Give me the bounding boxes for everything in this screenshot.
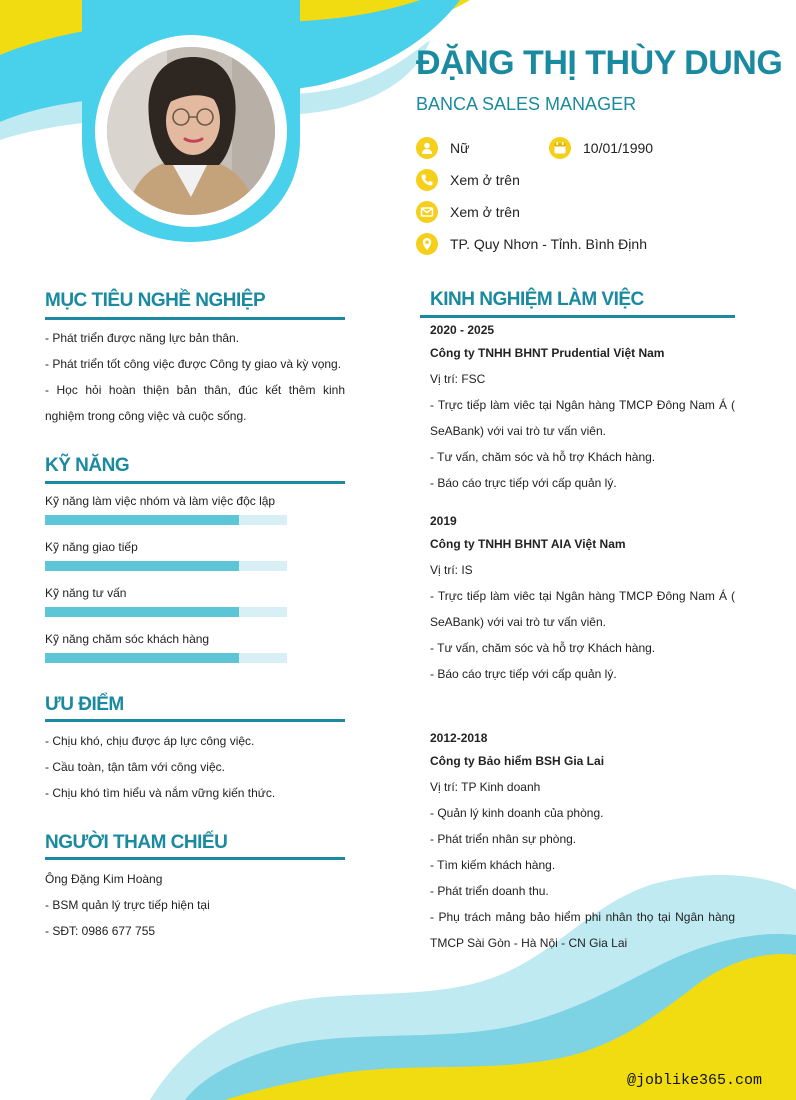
skill-label: Kỹ năng chăm sóc khách hàng <box>45 632 210 646</box>
portrait-photo-icon <box>107 47 275 215</box>
skill-bar-fill <box>45 515 239 525</box>
skills-divider <box>45 481 345 484</box>
references-list <box>45 866 345 944</box>
user-icon <box>416 137 438 159</box>
candidate-title: BANCA SALES MANAGER <box>416 94 637 114</box>
job-duty: - Tư vấn, chăm sóc và hỗ trợ Khách hàng. <box>430 450 656 464</box>
strengths-list <box>45 728 345 806</box>
skill-bar-fill <box>45 607 239 617</box>
mail-icon <box>416 201 438 223</box>
job-position: Vị trí: IS <box>430 563 473 577</box>
profile-photo <box>107 47 275 215</box>
job-company: Công ty TNHH BHNT Prudential Việt Nam <box>430 346 665 360</box>
job-position: Vị trí: TP Kinh doanh <box>430 780 541 794</box>
email-value: Xem ở trên <box>450 204 520 220</box>
info-dob <box>549 137 653 159</box>
site-watermark: @joblike365.com <box>626 1072 762 1089</box>
calendar-icon <box>549 137 571 159</box>
job-company: Công ty TNHH BHNT AIA Việt Nam <box>430 537 626 551</box>
skill-label: Kỹ năng tư vấn <box>45 586 127 600</box>
job-company: Công ty Bảo hiểm BSH Gia Lai <box>430 754 605 768</box>
info-gender <box>416 137 469 159</box>
skill-label: Kỹ năng làm việc nhóm và làm việc độc lập <box>45 494 276 508</box>
info-address <box>416 233 647 255</box>
job-entry <box>430 725 735 956</box>
job-duty: - Trực tiếp làm viêc tại Ngân hàng TMCP Đông Nam Á ( SeABank) với vai trò tư vấn viên. <box>430 589 735 629</box>
objective-heading: MỤC TIÊU NGHỀ NGHIỆP <box>45 290 266 311</box>
strength-item: - Chịu khó tìm hiểu và nắm vững kiến thức. <box>45 786 276 800</box>
job-period: 2012-2018 <box>430 731 488 745</box>
objective-item: - Phát triển tốt công việc được Công ty giao và kỳ vọng. <box>45 357 342 371</box>
candidate-name: ĐẶNG THỊ THÙY DUNG <box>416 44 783 82</box>
job-duty: - Tìm kiếm khách hàng. <box>430 858 556 872</box>
skill-bar <box>45 653 287 663</box>
objective-list <box>45 325 345 429</box>
references-divider <box>45 857 345 860</box>
job-duty: - Báo cáo trực tiếp với cấp quản lý. <box>430 476 617 490</box>
reference-item: Ông Đặng Kim Hoàng <box>45 872 163 886</box>
objective-item: - Học hỏi hoàn thiện bản thân, đúc kết thêm kinh nghiệm trong công việc và cuộc sống. <box>45 383 345 423</box>
skill-bar <box>45 607 287 617</box>
reference-item: - SĐT: 0986 677 755 <box>45 924 156 938</box>
skill-bar <box>45 515 287 525</box>
job-entry <box>430 508 735 687</box>
experience-heading: KINH NGHIỆM LÀM VIỆC <box>430 289 644 310</box>
job-duty: - Phát triển doanh thu. <box>430 884 549 898</box>
skill-bar <box>45 561 287 571</box>
job-duty: - Trực tiếp làm viêc tại Ngân hàng TMCP Đông Nam Á ( SeABank) với vai trò tư vấn viên. <box>430 398 735 438</box>
job-duty: - Quản lý kinh doanh của phòng. <box>430 806 604 820</box>
job-duty: - Phụ trách mảng bảo hiểm phi nhân thọ tại Ngân hàng TMCP Sài Gòn - Hà Nội - CN Gia Lai <box>430 910 735 950</box>
phone-icon <box>416 169 438 191</box>
references-heading: NGƯỜI THAM CHIẾU <box>45 832 228 853</box>
gender-value: Nữ <box>450 140 470 156</box>
job-position: Vị trí: FSC <box>430 372 486 386</box>
skill-label: Kỹ năng giao tiếp <box>45 540 138 554</box>
skill-bar-fill <box>45 561 239 571</box>
info-email <box>416 201 520 223</box>
skill-bar-fill <box>45 653 239 663</box>
phone-value: Xem ở trên <box>450 172 520 188</box>
objective-divider <box>45 317 345 320</box>
job-duty: - Phát triển nhân sự phòng. <box>430 832 577 846</box>
address-value: TP. Quy Nhơn - Tỉnh. Bình Định <box>450 236 647 252</box>
job-duty: - Báo cáo trực tiếp với cấp quản lý. <box>430 667 617 681</box>
job-duty: - Tư vấn, chăm sóc và hỗ trợ Khách hàng. <box>430 641 656 655</box>
strength-item: - Chịu khó, chịu được áp lực công việc. <box>45 734 255 748</box>
info-phone <box>416 169 520 191</box>
profile-photo-frame <box>95 35 287 227</box>
skills-heading: KỸ NĂNG <box>45 455 130 476</box>
job-period: 2019 <box>430 514 457 528</box>
reference-item: - BSM quản lý trực tiếp hiện tại <box>45 898 210 912</box>
location-icon <box>416 233 438 255</box>
dob-value: 10/01/1990 <box>583 140 654 156</box>
objective-item: - Phát triển được năng lực bản thân. <box>45 331 240 345</box>
strength-item: - Cầu toàn, tận tâm với công việc. <box>45 760 225 774</box>
strengths-divider <box>45 719 345 722</box>
job-entry <box>430 317 735 496</box>
strengths-heading: ƯU ĐIỂM <box>45 694 124 715</box>
job-period: 2020 - 2025 <box>430 323 495 337</box>
